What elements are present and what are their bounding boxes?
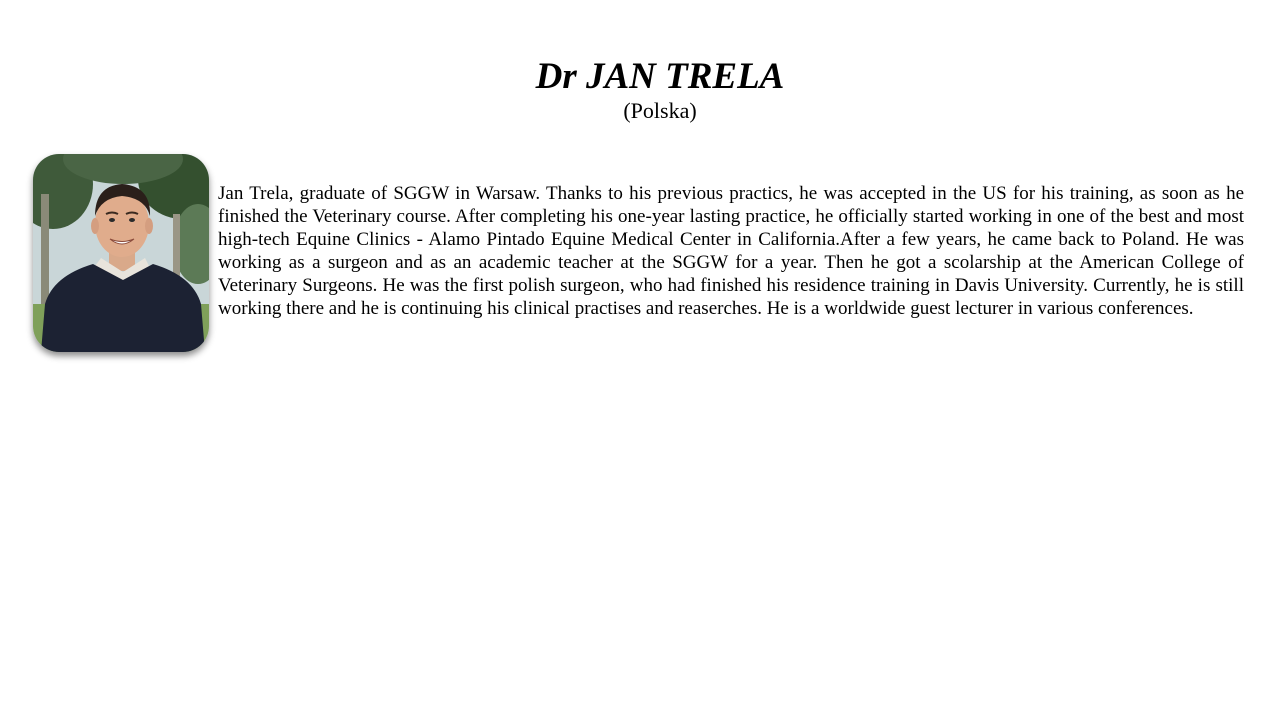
speaker-photo bbox=[33, 154, 209, 352]
title-block bbox=[0, 56, 1280, 124]
speaker-name: Dr JAN TRELA bbox=[535, 56, 785, 97]
speaker-bio: Jan Trela, graduate of SGGW in Warsaw. Thanks to his previous practics, he was accepted in the US for his training, as soon as he finished the Veterinary course. After completing his one-year lasting practice, he officially started working in one of the best and most high-tech Equine Clinics - Alamo Pintado Equine Medical Center in California.After a few years, he came back to Poland. He was working as a surgeon and as an academic teacher at the SGGW for a year. Then he got a scolarship at the American College of Veterinary Surgeons. He was the first polish surgeon, who had finished his residence training in Davis University. Currently, he is still working there and he is continuing his clinical practises and reaserches. He is a worldwide guest lecturer in various conferences. bbox=[218, 183, 1244, 319]
speaker-country: (Polska) bbox=[623, 98, 697, 123]
